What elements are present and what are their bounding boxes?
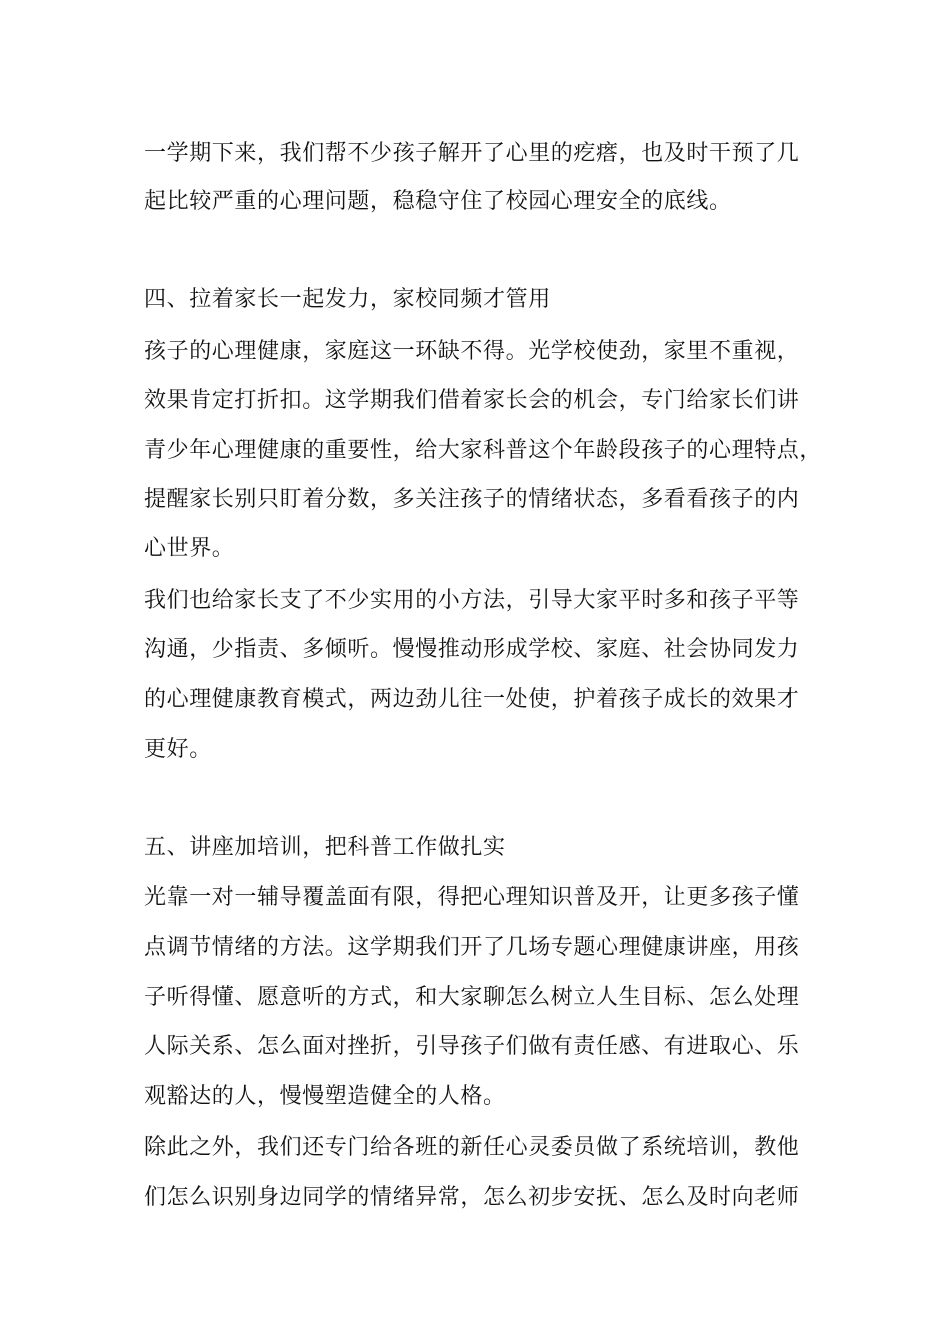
paragraph-4-line-5: 观豁达的人，慢慢塑造健全的人格。 — [144, 1084, 506, 1109]
paragraph-1-line-2: 起比较严重的心理问题，稳稳守住了校园心理安全的底线。 — [144, 189, 732, 214]
section-heading-4: 四、拉着家长一起发力，家校同频才管用 — [144, 287, 551, 312]
paragraph-3-line-2: 沟通，少指责、多倾听。慢慢推动形成学校、家庭、社会协同发力 — [144, 637, 800, 662]
paragraph-3-line-4: 更好。 — [144, 737, 212, 762]
paragraph-2-line-3: 青少年心理健康的重要性，给大家科普这个年龄段孩子的心理特点， — [144, 438, 823, 463]
paragraph-5-line-1: 除此之外，我们还专门给各班的新任心灵委员做了系统培训，教他 — [144, 1135, 800, 1160]
paragraph-4-line-4: 人际关系、怎么面对挫折，引导孩子们做有责任感、有进取心、乐 — [144, 1034, 800, 1059]
paragraph-2-line-4: 提醒家长别只盯着分数，多关注孩子的情绪状态，多看看孩子的内 — [144, 487, 800, 512]
paragraph-1-line-1: 一学期下来，我们帮不少孩子解开了心里的疙瘩，也及时干预了几 — [144, 141, 800, 166]
paragraph-4-line-2: 点调节情绪的方法。这学期我们开了几场专题心理健康讲座，用孩 — [144, 935, 800, 960]
paragraph-4-line-1: 光靠一对一辅导覆盖面有限，得把心理知识普及开，让更多孩子懂 — [144, 885, 800, 910]
paragraph-2-line-5: 心世界。 — [144, 536, 235, 561]
paragraph-3-line-1: 我们也给家长支了不少实用的小方法，引导大家平时多和孩子平等 — [144, 588, 800, 613]
paragraph-3-line-3: 的心理健康教育模式，两边劲儿往一处使，护着孩子成长的效果才 — [144, 687, 800, 712]
paragraph-5-line-2: 们怎么识别身边同学的情绪异常，怎么初步安抚、怎么及时向老师 — [144, 1185, 800, 1210]
paragraph-4-line-3: 子听得懂、愿意听的方式，和大家聊怎么树立人生目标、怎么处理 — [144, 985, 800, 1010]
paragraph-2-line-2: 效果肯定打折扣。这学期我们借着家长会的机会，专门给家长们讲 — [144, 388, 800, 413]
section-heading-5: 五、讲座加培训，把科普工作做扎实 — [144, 835, 506, 860]
paragraph-2-line-1: 孩子的心理健康，家庭这一环缺不得。光学校使劲，家里不重视， — [144, 339, 800, 364]
